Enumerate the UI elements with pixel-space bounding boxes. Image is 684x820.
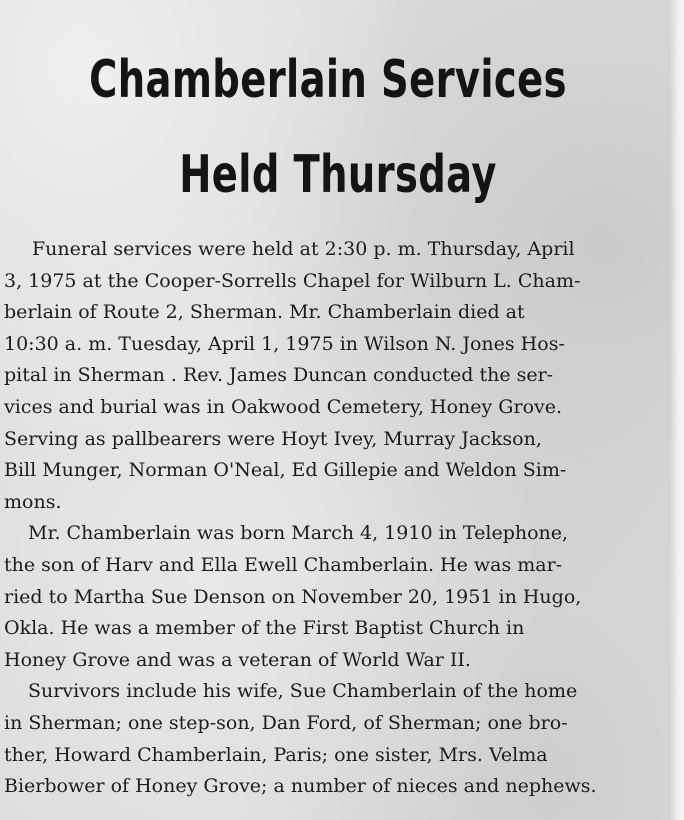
article-line: 3, 1975 at the Cooper-Sorrells Chapel for Wilburn L. Cham- — [4, 269, 581, 292]
article-line: Serving as pallbearers were Hoyt Ivey, Murray Jackson, — [4, 427, 542, 450]
article-line: Mr. Chamberlain was born March 4, 1910 in Telephone, — [28, 522, 569, 545]
article-line: 10:30 a. m. Tuesday, April 1, 1975 in Wilson N. Jones Hos- — [4, 332, 565, 355]
article-line: the son of Harv and Ella Ewell Chamberlain. He was mar- — [4, 553, 563, 576]
article-line: ther, Howard Chamberlain, Paris; one sister, Mrs. Velma — [4, 743, 548, 766]
article-line: mons. — [4, 490, 62, 513]
headline-line-2: Held Thursday — [179, 145, 497, 205]
article-line: in Sherman; one step-son, Dan Ford, of Sherman; one bro- — [4, 711, 568, 734]
article-line: Okla. He was a member of the First Baptist Church in — [4, 617, 525, 640]
article-body — [4, 234, 680, 803]
article-line: vices and burial was in Oakwood Cemetery, Honey Grove. — [4, 395, 563, 418]
article-line: pital in Sherman . Rev. James Duncan conducted the ser- — [4, 364, 554, 387]
headline-line-1: Chamberlain Services — [89, 50, 567, 110]
article-line: Bierbower of Honey Grove; a number of nieces and nephews. — [4, 775, 597, 798]
article-line: Honey Grove and was a veteran of World War II. — [4, 648, 471, 671]
article-line: Bill Munger, Norman O'Neal, Ed Gillepie and Weldon Sim- — [4, 459, 567, 482]
article-line: Funeral services were held at 2:30 p. m. Thursday, April — [32, 238, 575, 260]
article-line: ried to Martha Sue Denson on November 20, 1951 in Hugo, — [4, 585, 582, 608]
article-line: Survivors include his wife, Sue Chamberlain of the home — [28, 680, 578, 703]
article-line: berlain of Route 2, Sherman. Mr. Chamberlain died at — [4, 301, 525, 324]
